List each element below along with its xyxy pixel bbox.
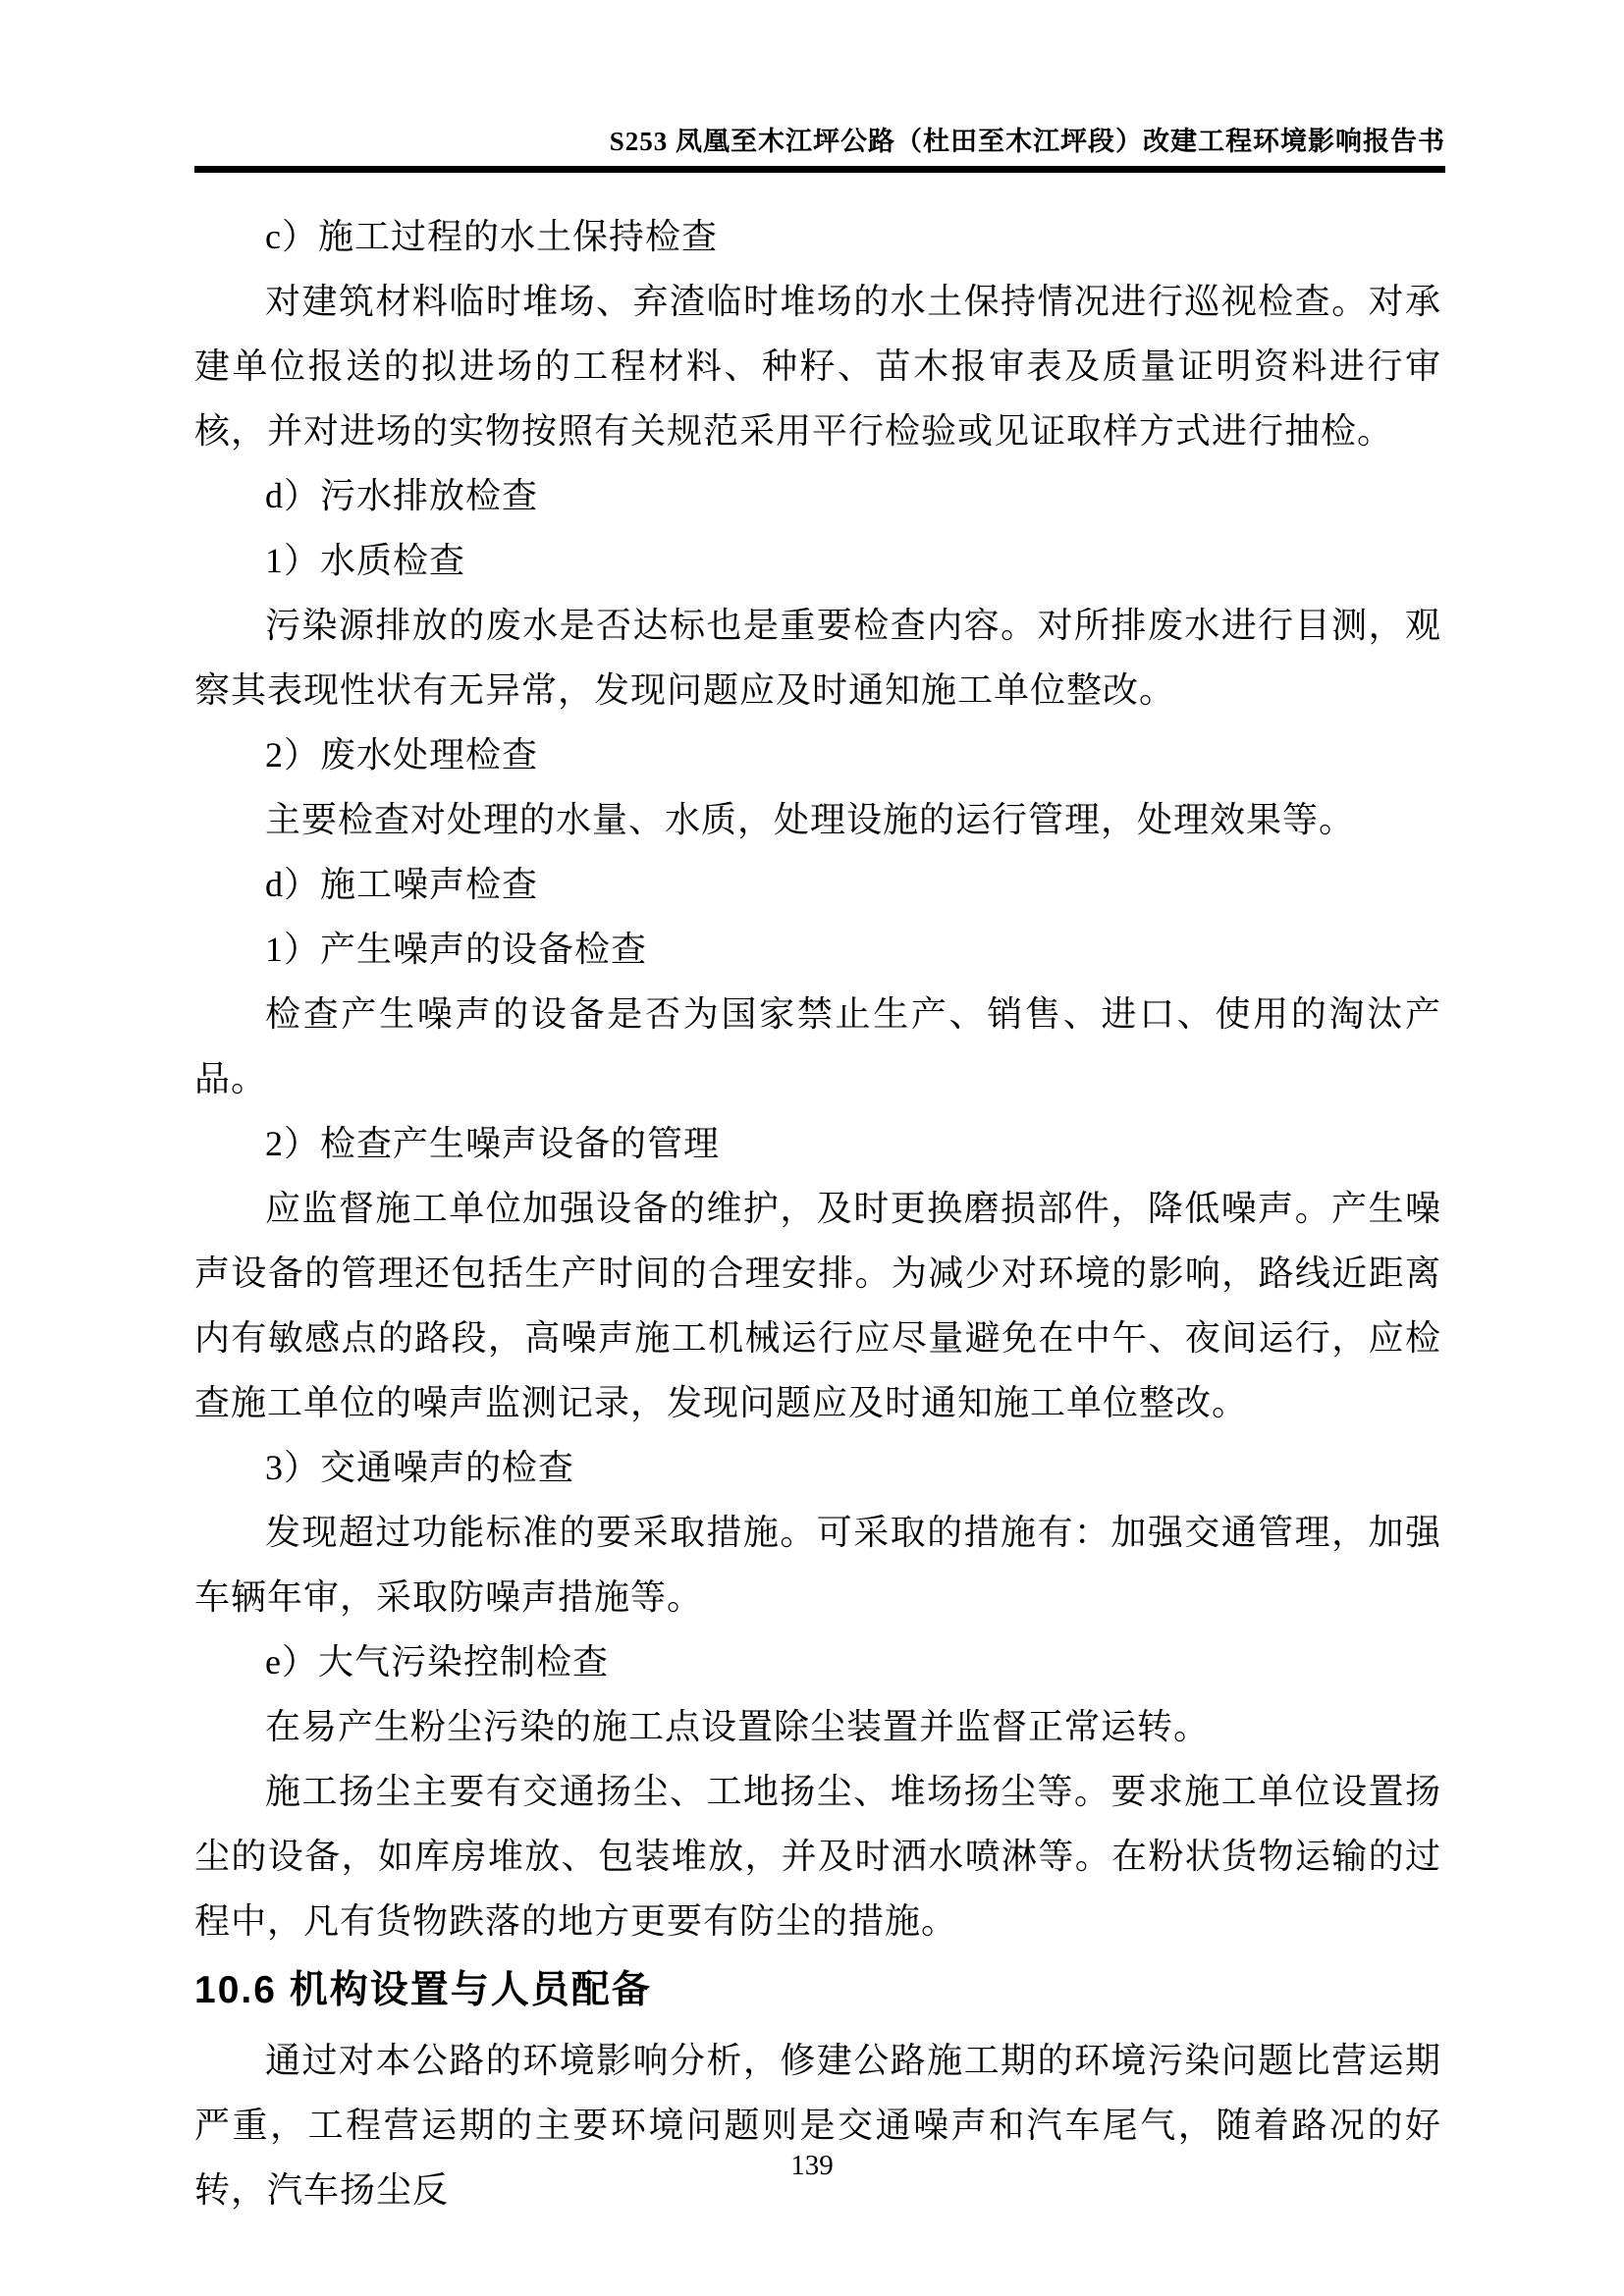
page-number: 139 bbox=[790, 2150, 834, 2181]
document-body bbox=[194, 204, 1441, 2222]
header-rule bbox=[194, 166, 1445, 173]
list-item: 2）检查产生噪声设备的管理 bbox=[265, 1124, 721, 1163]
list-item: 3）交通噪声的检查 bbox=[265, 1448, 575, 1487]
paragraph: 发现超过功能标准的要采取措施。可采取的措施有：加强交通管理，加强车辆年审，采取防噪声措施等。 bbox=[194, 1513, 1441, 1617]
paragraph: 应监督施工单位加强设备的维护，及时更换磨损部件，降低噪声。产生噪声设备的管理还包括生产时间的合理安排。为减少对环境的影响，路线近距离内有敏感点的路段，高噪声施工机械运行应尽量避免在中午、夜间运行，应检查施工单位的噪声监测记录，发现问题应及时通知施工单位整改。 bbox=[194, 1189, 1441, 1422]
list-item: d）施工噪声检查 bbox=[265, 865, 539, 904]
list-item: 1）水质检查 bbox=[265, 541, 466, 580]
list-item: e）大气污染控制检查 bbox=[265, 1642, 609, 1682]
list-item: 2）废水处理检查 bbox=[265, 735, 539, 774]
paragraph: 对建筑材料临时堆场、弃渣临时堆场的水土保持情况进行巡视检查。对承建单位报送的拟进场的工程材料、种籽、苗木报审表及质量证明资料进行审核，并对进场的实物按照有关规范采用平行检验或见证取样方式进行抽检。 bbox=[194, 282, 1441, 451]
paragraph: 主要检查对处理的水量、水质，处理设施的运行管理，处理效果等。 bbox=[265, 800, 1356, 839]
paragraph: 通过对本公路的环境影响分析，修建公路施工期的环境污染问题比营运期严重，工程营运期的主要环境问题则是交通噪声和汽车尾气，随着路况的好转，汽车扬尘反 bbox=[194, 2041, 1441, 2210]
list-item: c）施工过程的水土保持检查 bbox=[265, 217, 718, 256]
paragraph: 施工扬尘主要有交通扬尘、工地扬尘、堆场扬尘等。要求施工单位设置扬尘的设备，如库房堆放、包装堆放，并及时洒水喷淋等。在粉状货物运输的过程中，凡有货物跌落的地方更要有防尘的措施。 bbox=[194, 1772, 1441, 1941]
page-footer bbox=[0, 2146, 1624, 2185]
page-header bbox=[194, 122, 1445, 173]
paragraph: 在易产生粉尘污染的施工点设置除尘装置并监督正常运转。 bbox=[265, 1707, 1211, 1746]
list-item: d）污水排放检查 bbox=[265, 476, 539, 515]
paragraph: 检查产生噪声的设备是否为国家禁止生产、销售、进口、使用的淘汰产品。 bbox=[194, 994, 1441, 1098]
list-item: 1）产生噪声的设备检查 bbox=[265, 930, 648, 969]
section-heading: 10.6 机构设置与人员配备 bbox=[194, 1969, 652, 2011]
paragraph: 污染源排放的废水是否达标也是重要检查内容。对所排废水进行目测，观察其表现性状有无异常，发现问题应及时通知施工单位整改。 bbox=[194, 606, 1441, 710]
report-header-title: S253 凤凰至木江坪公路（杜田至木江坪段）改建工程环境影响报告书 bbox=[609, 127, 1445, 156]
